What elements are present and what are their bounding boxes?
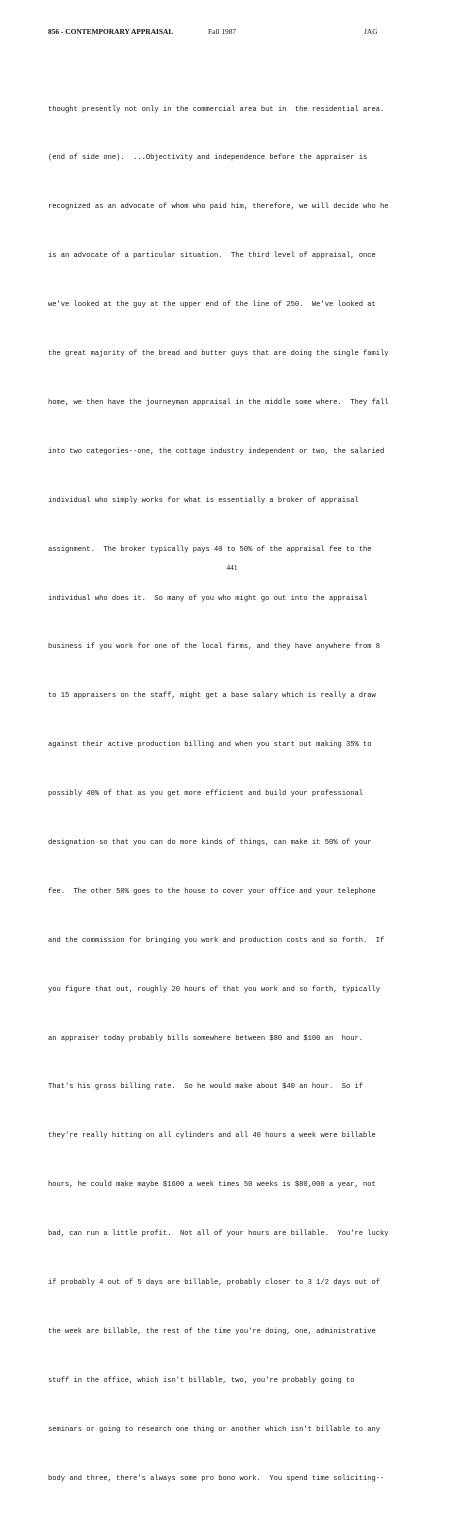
text-line: fee. The other 50% goes to the house to cover your office and your telephone (48, 887, 376, 896)
text-line: the great majority of the bread and butter guys that are doing the single family (48, 350, 389, 359)
text-line: assignment. The broker typically pays 40 to 50% of the appraisal fee to the (48, 545, 372, 554)
text-line: body and three, there's always some pro bono work. You spend time soliciting-- (48, 1474, 385, 1483)
text-line: stuff in the office, which isn't billable, two, you're probably going to (48, 1376, 355, 1385)
text-line: home, we then have the journeyman appraisal in the middle some where. They fall (48, 398, 389, 407)
text-line: designation so that you can do more kinds of things, can make it 50% of your (48, 838, 372, 847)
text-line: we've looked at the guy at the upper end of the line of 250. We've looked at (48, 301, 376, 310)
text-line: seminars or going to research one thing or another which isn't billable to any (48, 1425, 381, 1434)
text-line: (end of side one). ...Objectivity and independence before the appraiser is (48, 154, 368, 163)
text-line: the week are billable, the rest of the time you're doing, one, administrative (48, 1327, 376, 1336)
text-line: into two categories--one, the cottage industry independent or two, the salaried (48, 447, 385, 456)
text-line: and the commission for bringing you work and production costs and so forth. If (48, 936, 385, 945)
text-line: individual who does it. So many of you who might go out into the appraisal (48, 594, 368, 603)
text-line: recognized as an advocate of whom who paid him, therefore, we will decide who he (48, 203, 389, 212)
header-initials: JAG (364, 27, 378, 36)
text-line: business if you work for one of the local firms, and they have anywhere from 8 (48, 643, 381, 652)
text-line: an appraiser today probably bills somewhere between $80 and $100 an hour. (48, 1034, 364, 1043)
text-line: they're really hitting on all cylinders and all 40 hours a week were billable (48, 1132, 376, 1141)
page-header (48, 27, 418, 39)
page-number: 441 (226, 563, 238, 572)
text-line: individual who simply works for what is essentially a broker of appraisal (48, 496, 359, 505)
text-line: you figure that out, roughly 20 hours of that you work and so forth, typically (48, 985, 381, 994)
text-line: is an advocate of a particular situation. The third level of appraisal, once (48, 252, 376, 261)
transcript-body (48, 69, 428, 1519)
text-line: That's his gross billing rate. So he would make about $40 an hour. So if (48, 1083, 364, 1092)
text-line: to 15 appraisers on the staff, might get a base salary which is really a draw (48, 692, 376, 701)
text-line: hours, he could make maybe $1600 a week times 50 weeks is $80,000 a year, not (48, 1181, 376, 1190)
text-line: possibly 40% of that as you get more efficient and build your professional (48, 790, 364, 799)
text-line: against their active production billing and when you start out making 35% to (48, 741, 372, 750)
text-line: if probably 4 out of 5 days are billable, probably closer to 3 1/2 days out of (48, 1278, 381, 1287)
header-title: 856 - CONTEMPORARY APPRAISAL (48, 27, 174, 36)
header-date: Fall 1987 (208, 27, 237, 36)
text-line: bad, can run a little profit. Not all of your hours are billable. You're lucky (48, 1230, 389, 1239)
text-line: thought presently not only in the commercial area but in the residential area. (48, 105, 385, 114)
